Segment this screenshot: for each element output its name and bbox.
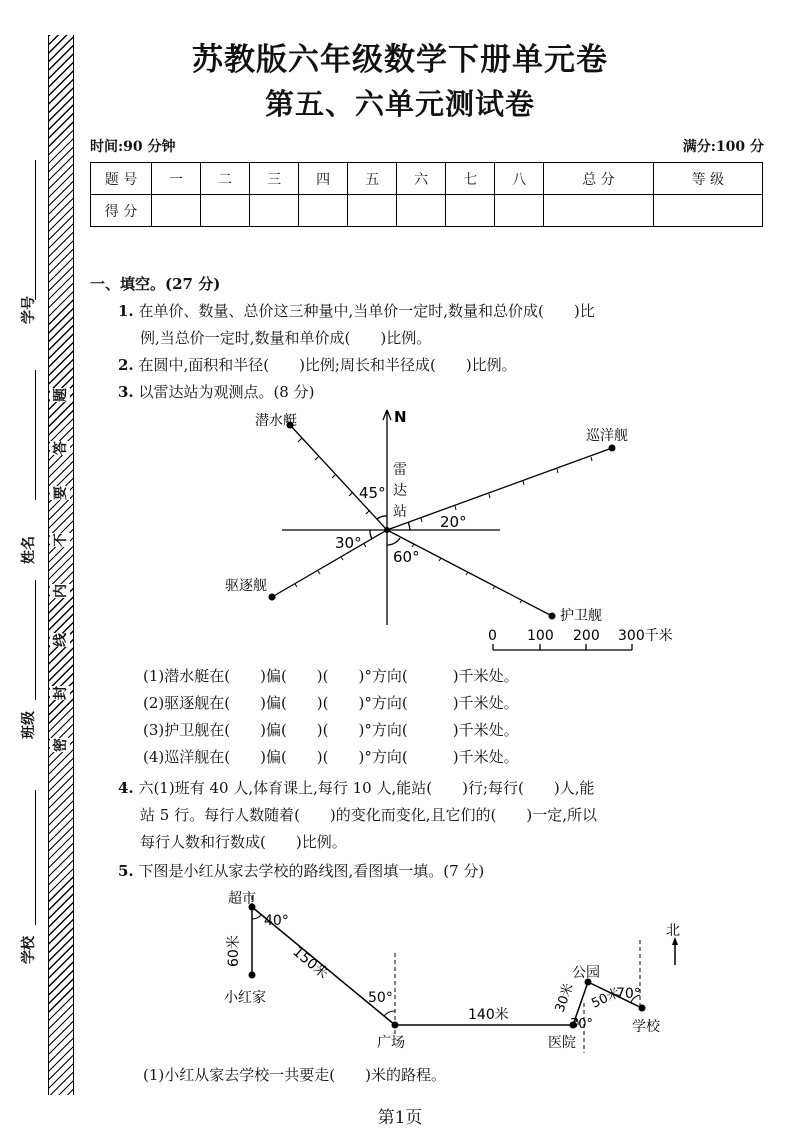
question-3-sub1: (1)潜水艇在( )偏( )( )°方向( )千米处。: [143, 667, 519, 685]
frigate-point: [549, 613, 556, 620]
score-table-header-row: [91, 163, 763, 195]
angle-arc-30: [370, 530, 372, 539]
school-label: 学校: [21, 936, 37, 964]
question-number: 5.: [118, 862, 134, 880]
score-input-cell[interactable]: [653, 195, 762, 227]
score-cell-header: 二: [201, 163, 250, 195]
score-cell-header: 三: [250, 163, 299, 195]
question-number: 2.: [118, 356, 134, 374]
distance-60-label: 60米: [226, 935, 242, 967]
distance-scale-bar: [488, 627, 673, 650]
submarine-ray: [290, 425, 387, 530]
question-5-sub1: (1)小红从家去学校一共要走( )米的路程。: [143, 1066, 446, 1084]
square-label: 广场: [377, 1035, 405, 1051]
angle-30-label: 30°: [335, 534, 362, 552]
question-3-sub4: (4)巡洋舰在( )偏( )( )°方向( )千米处。: [143, 748, 519, 766]
cruiser-ray: [387, 448, 612, 530]
score-cell-label: 得 分: [91, 195, 152, 227]
seal-char: 不: [50, 533, 70, 547]
name-line: [35, 370, 36, 500]
score-table: [90, 162, 763, 227]
question-3-sub3: (3)护卫舰在( )偏( )( )°方向( )千米处。: [143, 721, 519, 739]
radar-station-char: 雷: [393, 462, 407, 478]
question-5-text: 下图是小红从家去学校的路线图,看图填一填。(7 分): [138, 862, 485, 880]
score-cell-label: 题 号: [91, 163, 152, 195]
score-input-cell[interactable]: [299, 195, 348, 227]
question-2: [118, 352, 517, 379]
page-number: 第1页: [377, 1108, 423, 1128]
angle-70-label: 70°: [616, 986, 641, 1002]
question-3-text: 以雷达站为观测点。(8 分): [138, 383, 315, 401]
question-number: 4.: [118, 779, 134, 797]
question-3-sub2: (2)驱逐舰在( )偏( )( )°方向( )千米处。: [143, 694, 519, 712]
square-point: [392, 1022, 399, 1029]
radar-station-char: 达: [393, 483, 407, 499]
section-heading: 一、填空。(27 分): [90, 275, 221, 293]
seal-char: 要: [50, 486, 70, 500]
score-cell-header: 四: [299, 163, 348, 195]
radar-station-point: [384, 527, 390, 533]
angle-50-label: 50°: [368, 990, 393, 1006]
score-input-cell[interactable]: [152, 195, 201, 227]
score-input-cell[interactable]: [495, 195, 544, 227]
radar-diagram: [200, 400, 700, 655]
question-1-line2: 例,当总价一定时,数量和单价成( )比例。: [140, 329, 432, 347]
frigate-label: 护卫舰: [560, 608, 602, 624]
angle-arc-45: [377, 516, 387, 519]
frigate-ray: [387, 530, 552, 616]
score-input-cell[interactable]: [446, 195, 495, 227]
scale-label: 100: [527, 628, 554, 644]
school-label: 学校: [632, 1019, 660, 1035]
route-diagram: [220, 885, 700, 1060]
question-number: 1.: [118, 302, 134, 320]
school-line: [35, 790, 36, 925]
score-cell-header: 六: [397, 163, 446, 195]
angle-45-label: 45°: [359, 484, 386, 502]
full-score: 满分:100 分: [682, 139, 764, 155]
cruiser-point: [609, 445, 616, 452]
score-cell-header: 总 分: [544, 163, 653, 195]
score-cell-header: 一: [152, 163, 201, 195]
score-cell-header: 八: [495, 163, 544, 195]
distance-30-label: 30米: [552, 981, 577, 1015]
question-5: [118, 858, 484, 885]
distance-140-label: 140米: [468, 1007, 509, 1023]
supermarket-label: 超市: [228, 891, 256, 907]
seal-char: 答: [50, 441, 70, 455]
question-number: 3.: [118, 383, 134, 401]
score-input-cell[interactable]: [348, 195, 397, 227]
seal-char: 内: [50, 584, 70, 598]
angle-30-label: 30°: [570, 1017, 594, 1032]
exam-time: 时间:90 分钟: [90, 139, 176, 155]
score-cell-header: 等 级: [653, 163, 762, 195]
class-label: 班级: [21, 711, 37, 739]
angle-60-label: 60°: [393, 548, 420, 566]
score-cell-header: 七: [446, 163, 495, 195]
angle-arc-60: [387, 538, 400, 545]
seal-char: 密: [50, 738, 70, 752]
student-id-label: 学号: [21, 296, 37, 324]
name-label: 姓名: [21, 536, 37, 564]
radar-north-label: N: [394, 408, 407, 426]
home-label: 小红家: [224, 990, 266, 1006]
page-subtitle: 第五、六单元测试卷: [264, 87, 535, 121]
distance-50-label: 50米: [589, 985, 623, 1012]
question-4: [118, 775, 594, 802]
score-input-cell[interactable]: [250, 195, 299, 227]
score-input-cell[interactable]: [397, 195, 446, 227]
student-id-line: [35, 160, 36, 300]
destroyer-label: 驱逐舰: [225, 578, 267, 594]
question-4-line1: 六(1)班有 40 人,体育课上,每行 10 人,能站( )行;每行( )人,能: [138, 779, 595, 797]
destroyer-ray: [272, 530, 387, 597]
distance-150-label: 150米: [289, 943, 331, 983]
seal-char: 题: [50, 388, 70, 402]
scale-label: 0: [488, 628, 497, 644]
angle-40-label: 40°: [264, 913, 289, 929]
radar-station-char: 站: [393, 504, 407, 520]
submarine-label: 潜水艇: [255, 413, 297, 429]
score-input-cell[interactable]: [544, 195, 653, 227]
score-table-score-row: [91, 195, 763, 227]
question-2-text: 在圆中,面积和半径( )比例;周长和半径成( )比例。: [138, 356, 517, 374]
seal-line-strip: [48, 35, 74, 1095]
park-label: 公园: [572, 965, 600, 981]
angle-arc-20: [408, 522, 410, 530]
binding-margin: [0, 0, 80, 1100]
seal-char: 封: [50, 686, 70, 700]
north-label: 北: [666, 923, 680, 939]
home-point: [249, 972, 256, 979]
destroyer-point: [269, 594, 276, 601]
score-cell-header: 五: [348, 163, 397, 195]
cruiser-label: 巡洋舰: [586, 428, 628, 444]
class-line: [35, 580, 36, 700]
question-1-line1: 在单价、数量、总价这三种量中,当单价一定时,数量和总价成( )比: [138, 302, 595, 320]
score-input-cell[interactable]: [201, 195, 250, 227]
seal-char: 线: [50, 633, 70, 647]
question-1: [118, 298, 595, 325]
angle-20-label: 20°: [440, 513, 467, 531]
question-4-line3: 每行人数和行数成( )比例。: [140, 833, 347, 851]
hospital-label: 医院: [548, 1035, 576, 1051]
scale-label: 300千米: [618, 628, 673, 644]
question-4-line2: 站 5 行。每行人数随着( )的变化而变化,且它们的( )一定,所以: [140, 806, 598, 824]
scale-label: 200: [573, 628, 600, 644]
page-title: 苏教版六年级数学下册单元卷: [192, 42, 608, 78]
school-point: [639, 1005, 646, 1012]
